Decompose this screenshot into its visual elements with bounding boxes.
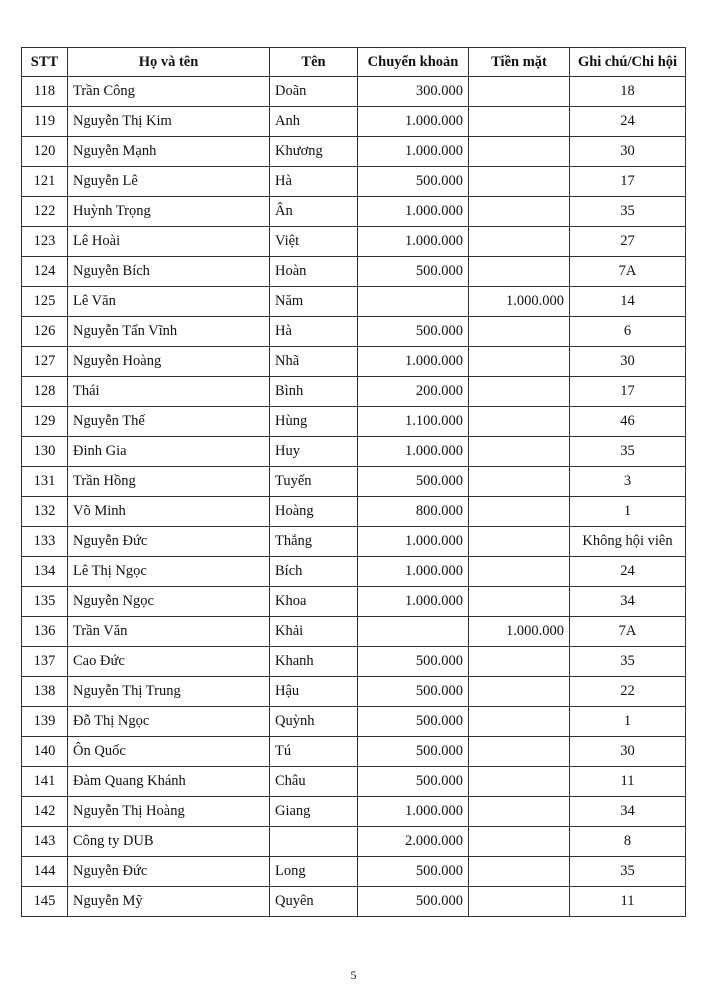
cell-ho-va-ten: Nguyễn Thị Hoàng bbox=[68, 797, 270, 827]
cell-stt: 125 bbox=[22, 287, 68, 317]
cell-stt: 141 bbox=[22, 767, 68, 797]
cell-ghi-chu: 34 bbox=[570, 797, 686, 827]
cell-tien-mat bbox=[469, 557, 570, 587]
cell-ho-va-ten: Công ty DUB bbox=[68, 827, 270, 857]
cell-chuyen-khoan: 800.000 bbox=[358, 497, 469, 527]
cell-chuyen-khoan: 300.000 bbox=[358, 77, 469, 107]
cell-ghi-chu: 35 bbox=[570, 197, 686, 227]
header-tien-mat: Tiền mặt bbox=[469, 48, 570, 77]
cell-chuyen-khoan: 500.000 bbox=[358, 257, 469, 287]
cell-stt: 134 bbox=[22, 557, 68, 587]
cell-tien-mat bbox=[469, 797, 570, 827]
cell-chuyen-khoan: 1.000.000 bbox=[358, 137, 469, 167]
cell-chuyen-khoan: 1.000.000 bbox=[358, 437, 469, 467]
table-row bbox=[22, 767, 686, 797]
cell-ho-va-ten: Trần Công bbox=[68, 77, 270, 107]
cell-ho-va-ten: Nguyễn Thị Kim bbox=[68, 107, 270, 137]
cell-ghi-chu: 7A bbox=[570, 257, 686, 287]
header-row bbox=[22, 48, 686, 77]
cell-tien-mat bbox=[469, 137, 570, 167]
cell-stt: 137 bbox=[22, 647, 68, 677]
cell-chuyen-khoan: 1.000.000 bbox=[358, 587, 469, 617]
cell-ten: Ân bbox=[270, 197, 358, 227]
table-row bbox=[22, 647, 686, 677]
cell-ho-va-ten: Nguyễn Mạnh bbox=[68, 137, 270, 167]
cell-ho-va-ten: Trần Hồng bbox=[68, 467, 270, 497]
table-row bbox=[22, 857, 686, 887]
cell-ho-va-ten: Võ Minh bbox=[68, 497, 270, 527]
cell-ghi-chu: 30 bbox=[570, 347, 686, 377]
cell-chuyen-khoan: 2.000.000 bbox=[358, 827, 469, 857]
cell-tien-mat bbox=[469, 167, 570, 197]
cell-tien-mat bbox=[469, 737, 570, 767]
cell-ten: Hà bbox=[270, 317, 358, 347]
cell-chuyen-khoan: 500.000 bbox=[358, 707, 469, 737]
table-row bbox=[22, 587, 686, 617]
cell-chuyen-khoan: 500.000 bbox=[358, 467, 469, 497]
cell-stt: 129 bbox=[22, 407, 68, 437]
cell-ho-va-ten: Lê Văn bbox=[68, 287, 270, 317]
cell-ho-va-ten: Nguyễn Mỹ bbox=[68, 887, 270, 917]
cell-tien-mat: 1.000.000 bbox=[469, 617, 570, 647]
cell-stt: 133 bbox=[22, 527, 68, 557]
cell-ten: Anh bbox=[270, 107, 358, 137]
cell-tien-mat bbox=[469, 257, 570, 287]
cell-ten: Khoa bbox=[270, 587, 358, 617]
cell-ten: Giang bbox=[270, 797, 358, 827]
cell-stt: 143 bbox=[22, 827, 68, 857]
cell-ghi-chu: 30 bbox=[570, 737, 686, 767]
cell-ghi-chu: 35 bbox=[570, 437, 686, 467]
cell-ghi-chu: 35 bbox=[570, 857, 686, 887]
table-row bbox=[22, 167, 686, 197]
page-number: 5 bbox=[350, 968, 357, 982]
table-row bbox=[22, 257, 686, 287]
cell-tien-mat bbox=[469, 377, 570, 407]
cell-ho-va-ten: Nguyễn Bích bbox=[68, 257, 270, 287]
table-row bbox=[22, 227, 686, 257]
table-row bbox=[22, 197, 686, 227]
cell-ho-va-ten: Nguyễn Thế bbox=[68, 407, 270, 437]
cell-tien-mat bbox=[469, 887, 570, 917]
cell-stt: 140 bbox=[22, 737, 68, 767]
cell-ho-va-ten: Nguyễn Ngọc bbox=[68, 587, 270, 617]
cell-ho-va-ten: Ôn Quốc bbox=[68, 737, 270, 767]
table-row bbox=[22, 827, 686, 857]
cell-chuyen-khoan: 500.000 bbox=[358, 317, 469, 347]
cell-tien-mat bbox=[469, 347, 570, 377]
table-row bbox=[22, 707, 686, 737]
cell-chuyen-khoan: 500.000 bbox=[358, 677, 469, 707]
header-stt: STT bbox=[22, 48, 68, 77]
cell-stt: 142 bbox=[22, 797, 68, 827]
table-row bbox=[22, 677, 686, 707]
cell-stt: 132 bbox=[22, 497, 68, 527]
cell-stt: 136 bbox=[22, 617, 68, 647]
cell-stt: 123 bbox=[22, 227, 68, 257]
cell-ten bbox=[270, 827, 358, 857]
cell-ghi-chu: 8 bbox=[570, 827, 686, 857]
table-row bbox=[22, 557, 686, 587]
cell-ghi-chu: 1 bbox=[570, 497, 686, 527]
cell-ghi-chu: 22 bbox=[570, 677, 686, 707]
cell-ho-va-ten: Đỗ Thị Ngọc bbox=[68, 707, 270, 737]
cell-ten: Bích bbox=[270, 557, 358, 587]
cell-ten: Hà bbox=[270, 167, 358, 197]
header-ho-va-ten: Họ và tên bbox=[68, 48, 270, 77]
table-row bbox=[22, 347, 686, 377]
cell-ten: Thắng bbox=[270, 527, 358, 557]
cell-ho-va-ten: Nguyễn Tấn Vĩnh bbox=[68, 317, 270, 347]
cell-ghi-chu: 18 bbox=[570, 77, 686, 107]
cell-stt: 127 bbox=[22, 347, 68, 377]
cell-tien-mat bbox=[469, 677, 570, 707]
cell-ghi-chu: 3 bbox=[570, 467, 686, 497]
cell-ten: Long bbox=[270, 857, 358, 887]
table-row bbox=[22, 467, 686, 497]
cell-chuyen-khoan bbox=[358, 287, 469, 317]
cell-ten: Tuyến bbox=[270, 467, 358, 497]
header-ghi-chu: Ghi chú/Chi hội bbox=[570, 48, 686, 77]
table-row bbox=[22, 737, 686, 767]
cell-ten: Nhã bbox=[270, 347, 358, 377]
table-row bbox=[22, 287, 686, 317]
cell-stt: 139 bbox=[22, 707, 68, 737]
cell-ghi-chu: 17 bbox=[570, 377, 686, 407]
cell-stt: 118 bbox=[22, 77, 68, 107]
cell-ten: Hùng bbox=[270, 407, 358, 437]
cell-ten: Châu bbox=[270, 767, 358, 797]
table-body bbox=[22, 77, 686, 917]
cell-ho-va-ten: Lê Hoài bbox=[68, 227, 270, 257]
cell-stt: 128 bbox=[22, 377, 68, 407]
cell-ten: Khải bbox=[270, 617, 358, 647]
table-row bbox=[22, 497, 686, 527]
cell-ten: Khanh bbox=[270, 647, 358, 677]
cell-ho-va-ten: Nguyễn Thị Trung bbox=[68, 677, 270, 707]
cell-stt: 126 bbox=[22, 317, 68, 347]
cell-ghi-chu: 27 bbox=[570, 227, 686, 257]
cell-ten: Năm bbox=[270, 287, 358, 317]
cell-stt: 124 bbox=[22, 257, 68, 287]
cell-ten: Việt bbox=[270, 227, 358, 257]
cell-stt: 135 bbox=[22, 587, 68, 617]
cell-chuyen-khoan: 1.000.000 bbox=[358, 197, 469, 227]
cell-stt: 138 bbox=[22, 677, 68, 707]
header-ten: Tên bbox=[270, 48, 358, 77]
cell-ho-va-ten: Trần Văn bbox=[68, 617, 270, 647]
cell-ten: Doãn bbox=[270, 77, 358, 107]
table-row bbox=[22, 77, 686, 107]
cell-chuyen-khoan: 1.100.000 bbox=[358, 407, 469, 437]
cell-ho-va-ten: Nguyễn Lê bbox=[68, 167, 270, 197]
table-row bbox=[22, 407, 686, 437]
cell-stt: 122 bbox=[22, 197, 68, 227]
cell-ghi-chu: 11 bbox=[570, 767, 686, 797]
cell-tien-mat bbox=[469, 707, 570, 737]
cell-stt: 119 bbox=[22, 107, 68, 137]
cell-ho-va-ten: Đàm Quang Khánh bbox=[68, 767, 270, 797]
table-header bbox=[22, 48, 686, 77]
cell-chuyen-khoan: 500.000 bbox=[358, 647, 469, 677]
cell-ghi-chu: 34 bbox=[570, 587, 686, 617]
cell-tien-mat bbox=[469, 77, 570, 107]
cell-chuyen-khoan: 1.000.000 bbox=[358, 107, 469, 137]
cell-ho-va-ten: Thái bbox=[68, 377, 270, 407]
cell-tien-mat bbox=[469, 767, 570, 797]
cell-ten: Quyên bbox=[270, 887, 358, 917]
cell-ghi-chu: 14 bbox=[570, 287, 686, 317]
cell-tien-mat bbox=[469, 497, 570, 527]
cell-tien-mat bbox=[469, 587, 570, 617]
cell-tien-mat bbox=[469, 107, 570, 137]
cell-ten: Hoàng bbox=[270, 497, 358, 527]
cell-tien-mat bbox=[469, 437, 570, 467]
cell-tien-mat bbox=[469, 827, 570, 857]
cell-chuyen-khoan: 500.000 bbox=[358, 167, 469, 197]
cell-chuyen-khoan: 1.000.000 bbox=[358, 797, 469, 827]
cell-ho-va-ten: Nguyễn Đức bbox=[68, 527, 270, 557]
table-row bbox=[22, 527, 686, 557]
table-row bbox=[22, 887, 686, 917]
cell-ho-va-ten: Lê Thị Ngọc bbox=[68, 557, 270, 587]
cell-chuyen-khoan: 500.000 bbox=[358, 767, 469, 797]
cell-ghi-chu: 35 bbox=[570, 647, 686, 677]
cell-ghi-chu: 24 bbox=[570, 107, 686, 137]
cell-ho-va-ten: Nguyễn Hoàng bbox=[68, 347, 270, 377]
cell-stt: 121 bbox=[22, 167, 68, 197]
cell-chuyen-khoan: 500.000 bbox=[358, 857, 469, 887]
cell-ho-va-ten: Đinh Gia bbox=[68, 437, 270, 467]
table-row bbox=[22, 377, 686, 407]
cell-ghi-chu: Không hội viên bbox=[570, 527, 686, 557]
cell-chuyen-khoan: 1.000.000 bbox=[358, 227, 469, 257]
cell-stt: 144 bbox=[22, 857, 68, 887]
cell-tien-mat bbox=[469, 467, 570, 497]
cell-chuyen-khoan: 500.000 bbox=[358, 887, 469, 917]
cell-chuyen-khoan bbox=[358, 617, 469, 647]
cell-tien-mat bbox=[469, 227, 570, 257]
cell-ghi-chu: 30 bbox=[570, 137, 686, 167]
cell-ho-va-ten: Nguyễn Đức bbox=[68, 857, 270, 887]
cell-stt: 130 bbox=[22, 437, 68, 467]
table-row bbox=[22, 107, 686, 137]
cell-ten: Quỳnh bbox=[270, 707, 358, 737]
table-row bbox=[22, 317, 686, 347]
cell-stt: 131 bbox=[22, 467, 68, 497]
cell-chuyen-khoan: 1.000.000 bbox=[358, 347, 469, 377]
cell-ten: Hậu bbox=[270, 677, 358, 707]
cell-chuyen-khoan: 200.000 bbox=[358, 377, 469, 407]
cell-tien-mat bbox=[469, 527, 570, 557]
cell-chuyen-khoan: 1.000.000 bbox=[358, 527, 469, 557]
cell-ghi-chu: 6 bbox=[570, 317, 686, 347]
cell-stt: 120 bbox=[22, 137, 68, 167]
cell-tien-mat bbox=[469, 197, 570, 227]
cell-ten: Khương bbox=[270, 137, 358, 167]
cell-tien-mat bbox=[469, 647, 570, 677]
cell-ghi-chu: 11 bbox=[570, 887, 686, 917]
cell-ghi-chu: 17 bbox=[570, 167, 686, 197]
cell-ho-va-ten: Huỳnh Trọng bbox=[68, 197, 270, 227]
cell-ten: Tú bbox=[270, 737, 358, 767]
cell-ho-va-ten: Cao Đức bbox=[68, 647, 270, 677]
cell-tien-mat bbox=[469, 857, 570, 887]
cell-ghi-chu: 24 bbox=[570, 557, 686, 587]
cell-ghi-chu: 1 bbox=[570, 707, 686, 737]
header-chuyen-khoan: Chuyển khoản bbox=[358, 48, 469, 77]
cell-ghi-chu: 7A bbox=[570, 617, 686, 647]
cell-ghi-chu: 46 bbox=[570, 407, 686, 437]
table-row bbox=[22, 797, 686, 827]
cell-ten: Hoàn bbox=[270, 257, 358, 287]
cell-stt: 145 bbox=[22, 887, 68, 917]
cell-chuyen-khoan: 500.000 bbox=[358, 737, 469, 767]
cell-ten: Bình bbox=[270, 377, 358, 407]
table-row bbox=[22, 617, 686, 647]
cell-ten: Huy bbox=[270, 437, 358, 467]
cell-chuyen-khoan: 1.000.000 bbox=[358, 557, 469, 587]
cell-tien-mat bbox=[469, 407, 570, 437]
cell-tien-mat: 1.000.000 bbox=[469, 287, 570, 317]
cell-tien-mat bbox=[469, 317, 570, 347]
table-row bbox=[22, 137, 686, 167]
table-row bbox=[22, 437, 686, 467]
donation-table bbox=[21, 47, 686, 917]
